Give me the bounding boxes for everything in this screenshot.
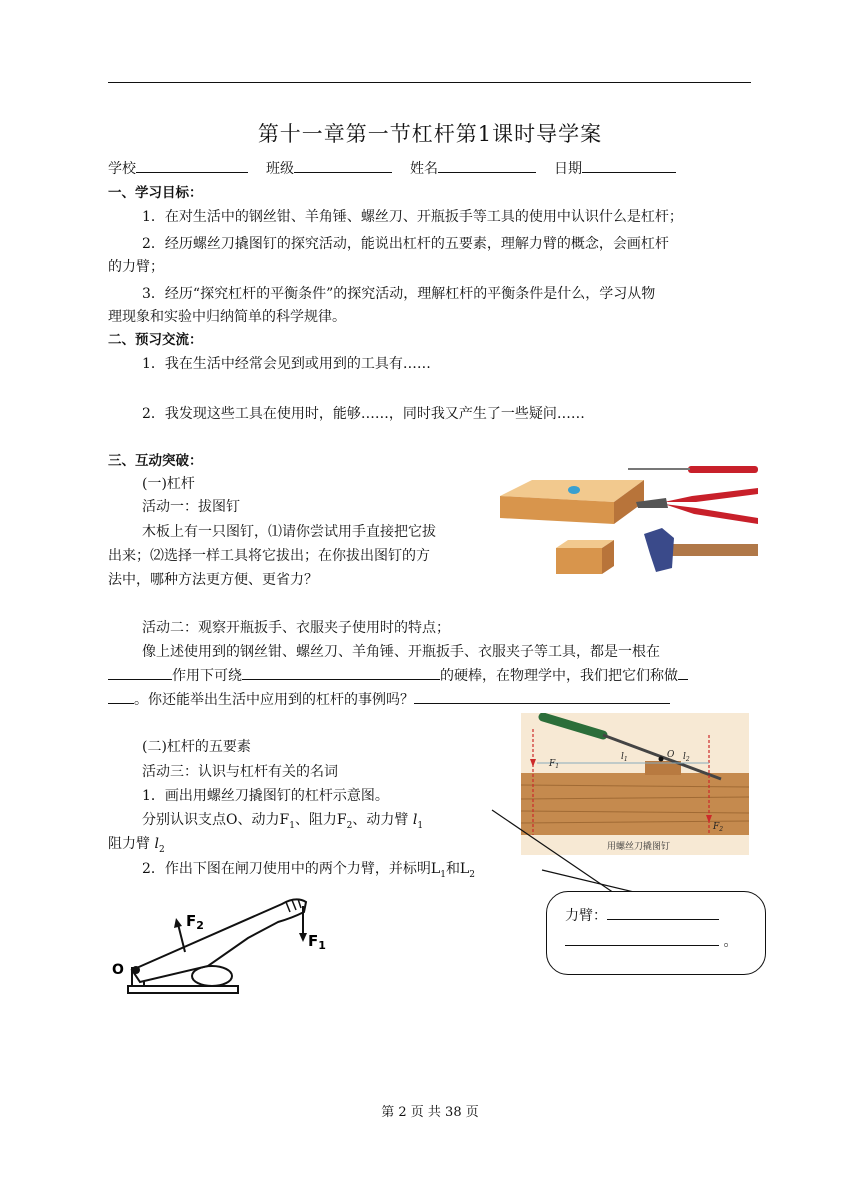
o-label-knife: O: [112, 962, 124, 978]
lever-arm-callout: [546, 891, 766, 975]
f2-arrowhead: [174, 918, 182, 928]
school-blank[interactable]: [136, 158, 248, 173]
blank-lever-name-a[interactable]: [678, 665, 688, 680]
f1-label-knife: $F_1$: [308, 932, 326, 952]
callout-line-1: [565, 905, 719, 925]
class-blank[interactable]: [294, 158, 392, 173]
activity-2-title: 活动二：观察开瓶扳手、衣服夹子使用时的特点；: [142, 620, 450, 636]
section-heading-preview: 二、预习交流：: [108, 332, 203, 348]
activity-1-line-1: 木板上有一只图钉，⑴请你尝试用手直接把它拔: [142, 524, 436, 540]
elem-sub-1: 1: [289, 820, 295, 831]
f2-label: $F_2$: [713, 822, 724, 833]
callout-line-2: [565, 931, 737, 951]
goal-2-cont: 的力臂；: [108, 259, 164, 275]
name-label: 姓名: [410, 161, 438, 177]
goal-2: 2．经历螺丝刀撬图钉的探究活动，能说出杠杆的五要素，理解力臂的概念，会画杠杆: [142, 236, 669, 252]
date-label: 日期: [554, 161, 582, 177]
elem-l1: l: [412, 812, 418, 828]
preview-q1: 1．我在生活中经常会见到或用到的工具有……: [142, 356, 431, 372]
f1-arrowhead: [299, 933, 307, 942]
page-title: 第十一章第一节杠杆第1课时导学案: [257, 122, 603, 146]
header-rule: [108, 82, 751, 83]
tools-photo: [496, 458, 762, 578]
page-number: 第 2 页 共 38 页: [381, 1105, 479, 1120]
goal-3-cont: 理现象和实验中归纳简单的科学规律。: [108, 309, 346, 325]
screwdriver-lever-photo: [521, 713, 749, 855]
base-plate: [128, 986, 238, 993]
elem-l2-sub: 2: [158, 844, 165, 855]
activity-2-question: 。你还能举出生活中应用到的杠杆的事例吗？: [134, 692, 414, 708]
callout-blank-1[interactable]: [607, 905, 719, 920]
photo-caption: 用螺丝刀撬图钉: [607, 842, 671, 852]
activity-1-line-2: 出来；⑵选择一样工具将它拔出；在你拔出图钉的方: [108, 548, 430, 564]
hammer-handle: [666, 544, 758, 556]
pliers-handle-upper: [664, 488, 758, 502]
elem-text-d: 阻力臂: [108, 836, 150, 852]
subheading-lever: (一)杠杆: [142, 476, 195, 492]
f1-label: $F_1$: [549, 759, 560, 770]
subheading-five-elements: (二)杠杆的五要素: [142, 739, 251, 755]
class-label: 班级: [266, 161, 294, 177]
screwdriver-handle: [688, 466, 758, 473]
activity-2-line-2: [108, 664, 688, 688]
l2-label: $l_2$: [683, 752, 690, 763]
task-2-text-b: 和L: [445, 861, 470, 877]
goal-3: 3．经历“探究杠杆的平衡条件”的探究活动，理解杠杆的平衡条件是什么，学习从物: [142, 286, 656, 302]
preview-q2: 2．我发现这些工具在使用时，能够……，同时我又产生了一些疑问……: [142, 406, 585, 422]
screwdriver-shaft: [628, 468, 690, 470]
section-heading-goals: 一、学习目标：: [108, 185, 203, 201]
l1-label: $l_1$: [621, 752, 628, 763]
name-blank[interactable]: [438, 158, 536, 173]
date-blank[interactable]: [582, 158, 676, 173]
knife-switch-diagram: [110, 890, 360, 1000]
callout-end: 。: [723, 934, 738, 950]
blank-examples[interactable]: [414, 689, 670, 704]
activity-2-text-a: 作用下可绕: [172, 668, 242, 684]
fulcrum-point: [659, 757, 664, 762]
section-heading-interactive: 三、互动突破：: [108, 453, 203, 469]
goal-1: 1．在对生活中的钢丝钳、羊角锤、螺丝刀、开瓶扳手等工具的使用中认识什么是杠杆；: [142, 209, 683, 225]
task-2-text-a: 2．作出下图在闸刀使用中的两个力臂，并标明L: [142, 861, 441, 877]
f2-label-knife: $F_2$: [186, 912, 204, 932]
info-row: [108, 157, 676, 181]
blank-fixed-point[interactable]: [242, 665, 440, 680]
pivot-point: [132, 966, 140, 974]
task-1: 1．画出用螺丝刀撬图钉的杠杆示意图。: [142, 788, 389, 804]
thumbtack-icon: [568, 486, 580, 494]
callout-blank-2[interactable]: [565, 931, 719, 946]
task-1-elements: [142, 808, 423, 838]
pliers-handle-lower: [664, 504, 758, 524]
task-2-sub-1: 1: [440, 869, 446, 880]
o-label: O: [667, 750, 675, 760]
elem-text-c: 、动力臂: [352, 812, 409, 828]
activity-1-title: 活动一：拔图钉: [142, 499, 240, 515]
blade: [132, 899, 306, 982]
blank-lever-name-b[interactable]: [108, 689, 134, 704]
blank-force[interactable]: [108, 665, 172, 680]
activity-1-line-3: 法中，哪种方法更方便、更省力？: [108, 572, 318, 588]
school-label: 学校: [108, 161, 136, 177]
elem-text-a: 分别认识支点O、动力F: [142, 812, 290, 828]
activity-2-line-3: [108, 688, 670, 712]
elem-sub-2: 2: [346, 820, 353, 831]
activity-2-text-b: 的硬棒，在物理学中，我们把它们称做: [440, 668, 678, 684]
elem-l1-sub: 1: [417, 820, 424, 831]
callout-label: 力臂：: [565, 908, 607, 924]
activity-3-title: 活动三：认识与杠杆有关的名词: [142, 764, 338, 780]
elem-text-b: 、阻力F: [294, 812, 347, 828]
activity-2-line-1: 像上述使用到的钢丝钳、螺丝刀、羊角锤、开瓶扳手、衣服夹子等工具，都是一根在: [142, 644, 660, 660]
task-2-sub-2: 2: [469, 869, 475, 880]
hammer-head: [644, 528, 674, 572]
block-front: [556, 548, 602, 574]
elem-l2: l: [154, 836, 159, 852]
task-2: [142, 857, 475, 887]
